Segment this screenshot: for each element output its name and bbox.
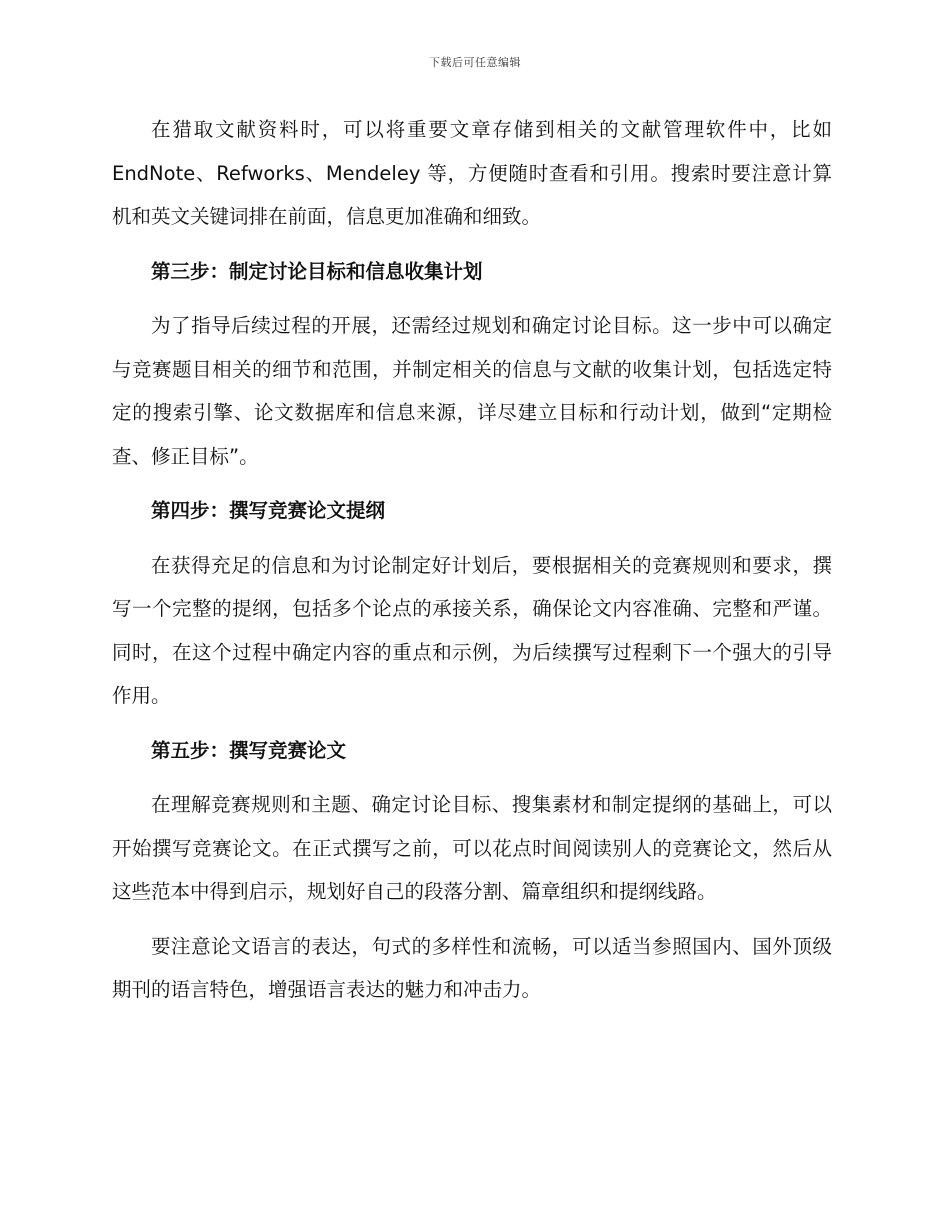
paragraph-step-three: 为了指导后续过程的开展，还需经过规划和确定讨论目标。这一步中可以确定与竞赛题目相关的细节和范围，并制定相关的信息与文献的收集计划，包括选定特定的搜索引擎、论文数据库和信息来源，详尽建立目标和行动计划，做到“定期检查、修正目标”。 [112,314,832,468]
paragraph-step-four: 在获得充足的信息和为讨论制定好计划后，要根据相关的竞赛规则和要求，撰写一个完整的提纲，包括多个论点的承接关系，确保论文内容准确、完整和严谨。同时，在这个过程中确定内容的重点和示例，为后续撰写过程剩下一个强大的引导作用。 [112,553,832,707]
paragraph-language-expression: 要注意论文语言的表达，句式的多样性和流畅，可以适当参照国内、国外顶级期刊的语言特色，增强语言表达的魅力和冲击力。 [112,934,832,1001]
heading-step-three: 第三步：制定讨论目标和信息收集计划 [151,259,483,283]
block-gap [112,718,832,729]
block-gap [112,914,832,925]
document-body [112,108,832,1012]
heading-step-five: 第五步：撰写竞赛论文 [151,738,347,762]
heading-step-four: 第四步：撰写竞赛论文提纲 [151,499,386,522]
paragraph-literature-management: 在猎取文献资料时，可以将重要文章存储到相关的文献管理软件中，比如 EndNote、Refworks、Mendeley 等，方便随时查看和引用。搜索时要注意计算机和英文关键词排在前面，信息更加准确和细致。 [112,118,832,228]
paragraph-step-five: 在理解竞赛规则和主题、确定讨论目标、搜集素材和制定提纲的基础上，可以开始撰写竞赛论文。在正式撰写之前，可以花点时间阅读别人的竞赛论文，然后从这些范本中得到启示，规划好自己的段落分割、篇章组织和提纲线路。 [112,793,832,903]
block-gap [112,293,832,304]
block-gap [112,533,832,544]
block-gap [112,772,832,783]
block-gap [112,239,832,250]
page-header: 下载后可任意编辑 [429,56,521,69]
block-gap [112,478,832,489]
